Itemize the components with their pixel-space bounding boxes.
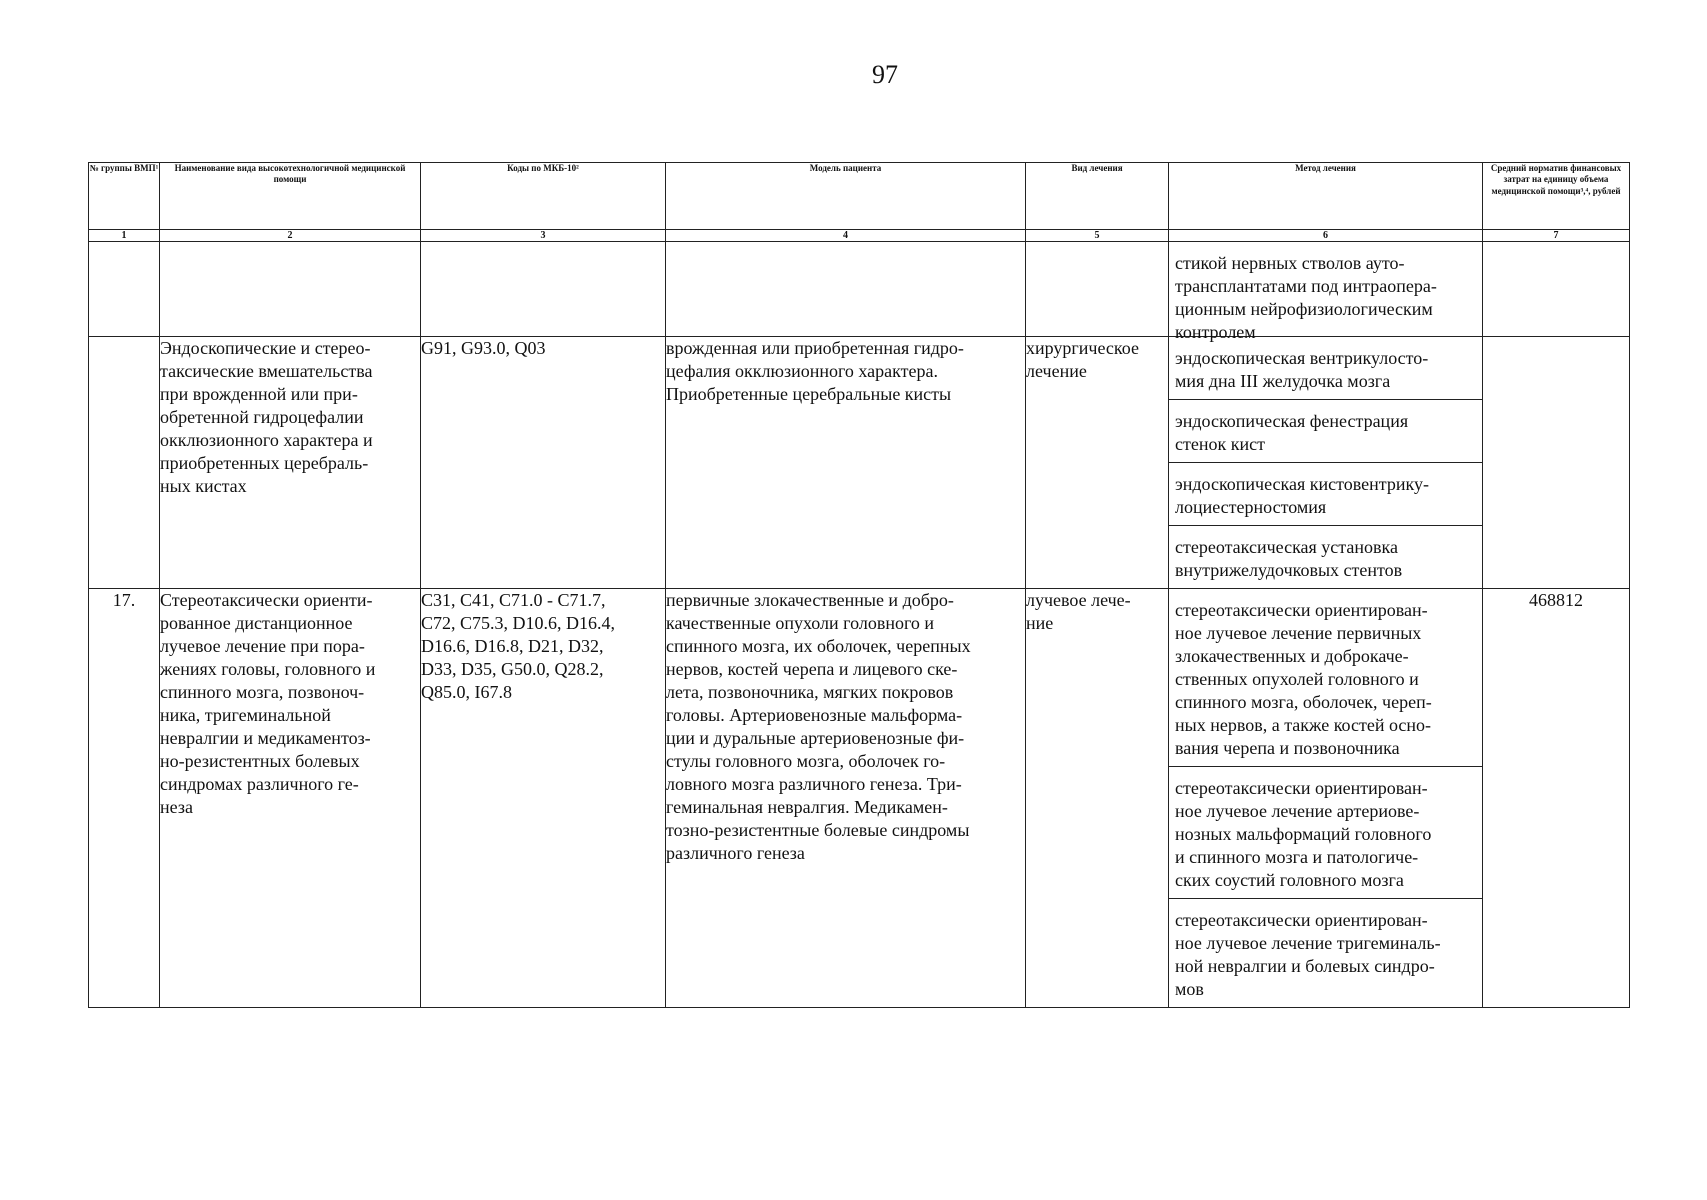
care-type-cell: Стереотаксически ориенти- рованное дистанционное лучевое лечение при пора- жениях головы, головного и спинного мозга, позвоноч- ника, тригеминальной невралгии и медикаментоз- но-резистентных болевых синдромах различного ге- неза	[160, 589, 421, 1008]
treatment-type-cell	[1026, 242, 1169, 337]
group-number-cell	[89, 337, 160, 589]
patient-model-cell	[666, 242, 1026, 337]
treatment-method-cell	[1169, 242, 1483, 342]
column-number: 6	[1169, 230, 1483, 242]
patient-model-cell: врожденная или приобретенная гидро- цефалия окклюзионного характера. Приобретенные церебральные кисты	[666, 337, 1026, 589]
table-row	[89, 589, 1630, 1008]
header-treatment-type: Вид лечения	[1026, 163, 1169, 230]
vmp-table	[88, 162, 1630, 1008]
treatment-method-item: эндоскопическая вентрикулосто- мия дна III желудочка мозга	[1169, 337, 1482, 400]
column-number-row	[89, 230, 1630, 242]
column-number: 4	[666, 230, 1026, 242]
header-treatment-method: Метод лечения	[1169, 163, 1483, 230]
page-number: 97	[872, 60, 898, 89]
treatment-method-cell	[1169, 589, 1483, 1008]
treatment-method-item: стикой нервных стволов ауто- трансплантатами под интраопера- ционным нейрофизиологическим контролем	[1175, 253, 1437, 342]
treatment-method-item: эндоскопическая кистовентрику- лоциестерностомия	[1169, 463, 1482, 526]
header-patient-model: Модель пациента	[666, 163, 1026, 230]
header-group-number: № группы ВМП¹	[89, 163, 160, 230]
cost-cell	[1483, 337, 1630, 589]
patient-model-cell: первичные злокачественные и добро- качественные опухоли головного и спинного мозга, их оболочек, черепных нервов, костей черепа и лицевого ске- лета, позвоночника, мягких покровов головы. Артериовенозные мальформа- ции и дуральные артериовенозные фи- стулы головного мозга, оболочек го- ловного мозга различного генеза. Три- геминальная невралгия. Медикамен- тозно-резистентные болевые синдромы различного генеза	[666, 589, 1026, 1008]
treatment-type-cell: лучевое лече- ние	[1026, 589, 1169, 1008]
column-number: 7	[1483, 230, 1630, 242]
cost-cell	[1483, 242, 1630, 337]
care-type-cell	[160, 242, 421, 337]
icd-codes-cell	[421, 242, 666, 337]
header-cost: Средний норматив финансовых затрат на единицу объема медицинской помощи³,⁴, рублей	[1483, 163, 1630, 230]
treatment-method-item: стереотаксически ориентирован- ное лучевое лечение первичных злокачественных и доброкаче- ственных опухолей головного и спинного мозга, оболочек, череп- ных нервов, а также костей осно- вания черепа и позвоночника	[1169, 589, 1482, 767]
group-number-cell: 17.	[89, 589, 160, 1008]
care-type-cell: Эндоскопические и стерео- таксические вмешательства при врожденной или при- обретенной гидроцефалии окклюзионного характера и приобретенных церебраль- ных кистах	[160, 337, 421, 589]
icd-codes-cell: C31, C41, C71.0 - C71.7, C72, C75.3, D10.6, D16.4, D16.6, D16.8, D21, D32, D33, D35, G50.0, Q28.2, Q85.0, I67.8	[421, 589, 666, 1008]
column-number: 5	[1026, 230, 1169, 242]
column-number: 2	[160, 230, 421, 242]
treatment-method-cell	[1169, 337, 1483, 589]
treatment-method-item: стереотаксическая установка внутрижелудочковых стентов	[1175, 537, 1403, 580]
table-row	[89, 242, 1630, 337]
treatment-method-item: эндоскопическая фенестрация стенок кист	[1169, 400, 1482, 463]
cost-cell: 468812	[1483, 589, 1630, 1008]
group-number-cell	[89, 242, 160, 337]
column-number: 3	[421, 230, 666, 242]
header-care-type: Наименование вида высокотехнологичной медицинской помощи	[160, 163, 421, 230]
header-icd-codes: Коды по МКБ-10²	[421, 163, 666, 230]
treatment-method-item: стереотаксически ориентирован- ное лучевое лечение артериове- нозных мальформаций головного и спинного мозга и патологиче- ских соустий головного мозга	[1169, 767, 1482, 899]
header-row	[89, 163, 1630, 230]
treatment-method-item: стереотаксически ориентирован- ное лучевое лечение тригеминаль- ной невралгии и болевых синдро- мов	[1175, 910, 1441, 999]
icd-codes-cell: G91, G93.0, Q03	[421, 337, 666, 589]
treatment-type-cell: хирургическое лечение	[1026, 337, 1169, 589]
table-row	[89, 337, 1630, 589]
column-number: 1	[89, 230, 160, 242]
